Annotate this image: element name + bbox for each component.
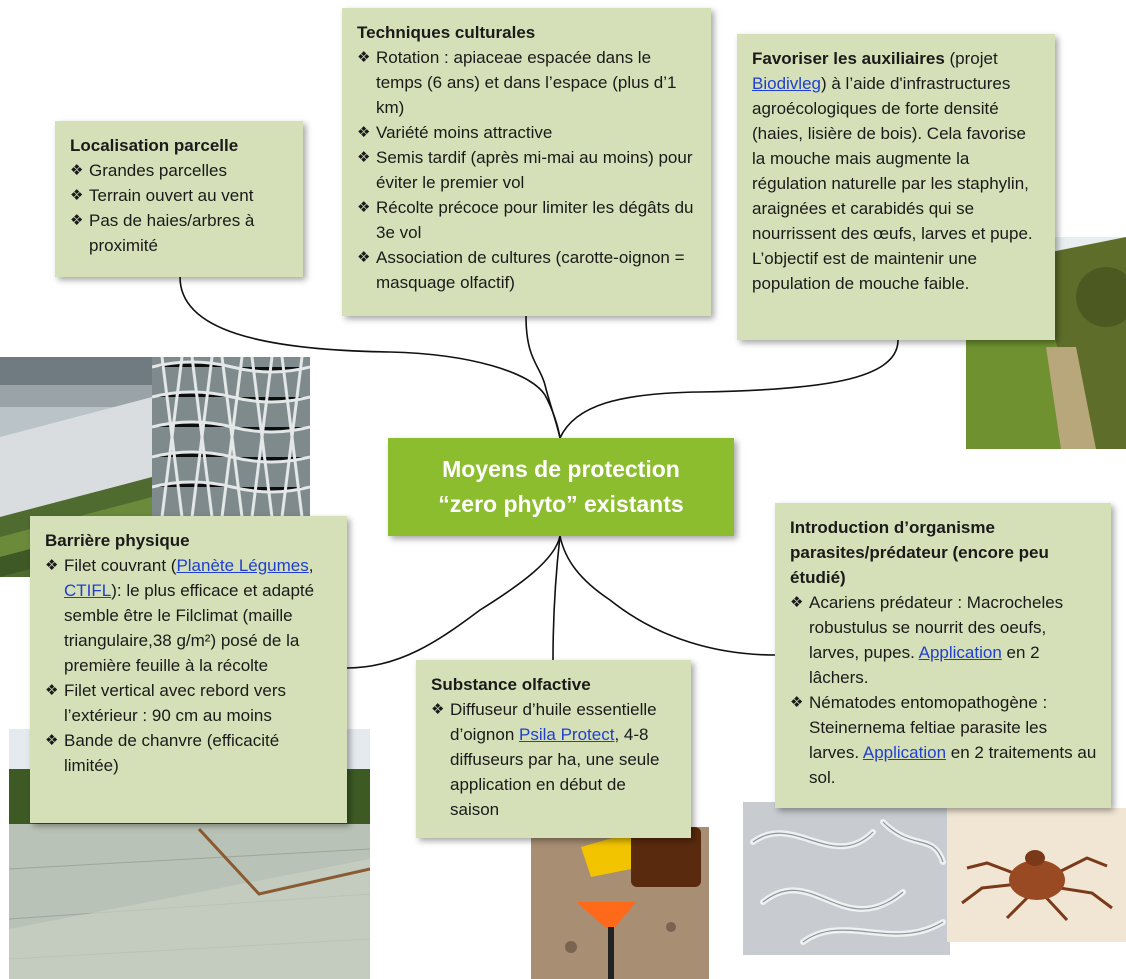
diamond-bullet-icon: ❖: [357, 249, 371, 266]
diamond-bullet-icon: ❖: [431, 701, 445, 718]
diamond-bullet-icon: ❖: [357, 199, 371, 216]
list-item: ❖ Filet couvrant (Planète Légumes, CTIFL): le plus efficace et adapté semble être le Filclimat (maille triangulaire,38 g/m²) posé de la première feuille à la récolte: [45, 553, 333, 678]
diamond-bullet-icon: ❖: [357, 124, 371, 141]
auxiliaires-text-post: ) à l’aide d'infrastructures agroécologiques de forte densité (haies, lisière de bois). Cela favorise la mouche mais augmente la régulation naturelle par les staphylin, araignées et carabidés qui se nourrissent des œufs, larves et pupe. L’objectif est de maintenir une population de mouche faible.: [752, 74, 1033, 293]
biodivleg-link[interactable]: Biodivleg: [752, 74, 821, 93]
connector-auxiliaires: [560, 340, 898, 438]
central-topic-line1: Moyens de protection: [442, 456, 680, 482]
nematodes-photo: [743, 802, 950, 955]
diffuser-photo: [531, 827, 709, 979]
list-item: ❖ Récolte précoce pour limiter les dégâts du 3e vol: [357, 195, 697, 245]
list-item: ❖ Variété moins attractive: [357, 120, 697, 145]
barriere-box: [30, 516, 347, 823]
barriere-title: Barrière physique: [45, 531, 190, 550]
olfactive-title: Substance olfactive: [431, 675, 591, 694]
central-topic-line2: “zero phyto” existants: [438, 491, 684, 517]
connector-barriere: [347, 536, 560, 668]
planete-legumes-link[interactable]: Planète Légumes: [176, 556, 309, 575]
list-item: ❖ Grandes parcelles: [70, 158, 289, 183]
diamond-bullet-icon: ❖: [70, 212, 84, 229]
auxiliaires-text-pre: (projet: [944, 49, 998, 68]
auxiliaires-box: [737, 34, 1055, 340]
central-topic: [388, 438, 734, 536]
organismes-list: [790, 590, 1097, 790]
list-item: ❖ Association de cultures (carotte-oignon = masquage olfactif): [357, 245, 697, 295]
psila-protect-link[interactable]: Psila Protect: [519, 725, 615, 744]
connector-olfactive: [553, 536, 560, 660]
list-item: ❖ Acariens prédateur : Macrocheles robustulus se nourrit des oeufs, larves, pupes. Application en 2 lâchers.: [790, 590, 1097, 690]
list-item: ❖ Semis tardif (après mi-mai au moins) pour éviter le premier vol: [357, 145, 697, 195]
diamond-bullet-icon: ❖: [790, 594, 804, 611]
diamond-bullet-icon: ❖: [357, 149, 371, 166]
diamond-bullet-icon: ❖: [790, 694, 804, 711]
diamond-bullet-icon: ❖: [70, 187, 84, 204]
techniques-box: [342, 8, 711, 316]
connector-techniques: [526, 316, 560, 438]
ctifl-link[interactable]: CTIFL: [64, 581, 112, 600]
list-item: ❖ Diffuseur d’huile essentielle d’oignon Psila Protect, 4-8 diffuseurs par ha, une seule application en début de saison: [431, 697, 677, 822]
list-item: ❖ Terrain ouvert au vent: [70, 183, 289, 208]
nematodes-application-link[interactable]: Application: [862, 743, 947, 762]
localisation-box: [55, 121, 303, 277]
mite-photo: [947, 808, 1126, 942]
list-item: ❖ Nématodes entomopathogène : Steinernema feltiae parasite les larves. Application en 2 traitements au sol.: [790, 690, 1097, 790]
techniques-title: Techniques culturales: [357, 23, 536, 42]
diamond-bullet-icon: ❖: [45, 557, 59, 574]
list-item: ❖ Filet vertical avec rebord vers l’extérieur : 90 cm au moins: [45, 678, 333, 728]
olfactive-list: [431, 697, 677, 822]
organismes-box: [775, 503, 1111, 808]
olfactive-box: [416, 660, 691, 838]
diamond-bullet-icon: ❖: [70, 162, 84, 179]
list-item: ❖ Bande de chanvre (efficacité limitée): [45, 728, 333, 778]
acariens-application-link[interactable]: Application: [918, 643, 1002, 662]
connector-organismes: [560, 536, 775, 655]
diamond-bullet-icon: ❖: [357, 49, 371, 66]
list-item: ❖ Rotation : apiaceae espacée dans le temps (6 ans) et dans l’espace (plus d’1 km): [357, 45, 697, 120]
mesh-closeup-photo: [152, 357, 310, 517]
localisation-list: [70, 158, 289, 258]
auxiliaires-title: Favoriser les auxiliaires: [752, 49, 945, 68]
barriere-list: [45, 553, 333, 778]
diamond-bullet-icon: ❖: [45, 682, 59, 699]
localisation-title: Localisation parcelle: [70, 136, 239, 155]
diamond-bullet-icon: ❖: [45, 732, 59, 749]
organismes-title: Introduction d’organisme parasites/prédateur (encore peu étudié): [790, 518, 1049, 587]
list-item: ❖ Pas de haies/arbres à proximité: [70, 208, 289, 258]
techniques-list: [357, 45, 697, 295]
